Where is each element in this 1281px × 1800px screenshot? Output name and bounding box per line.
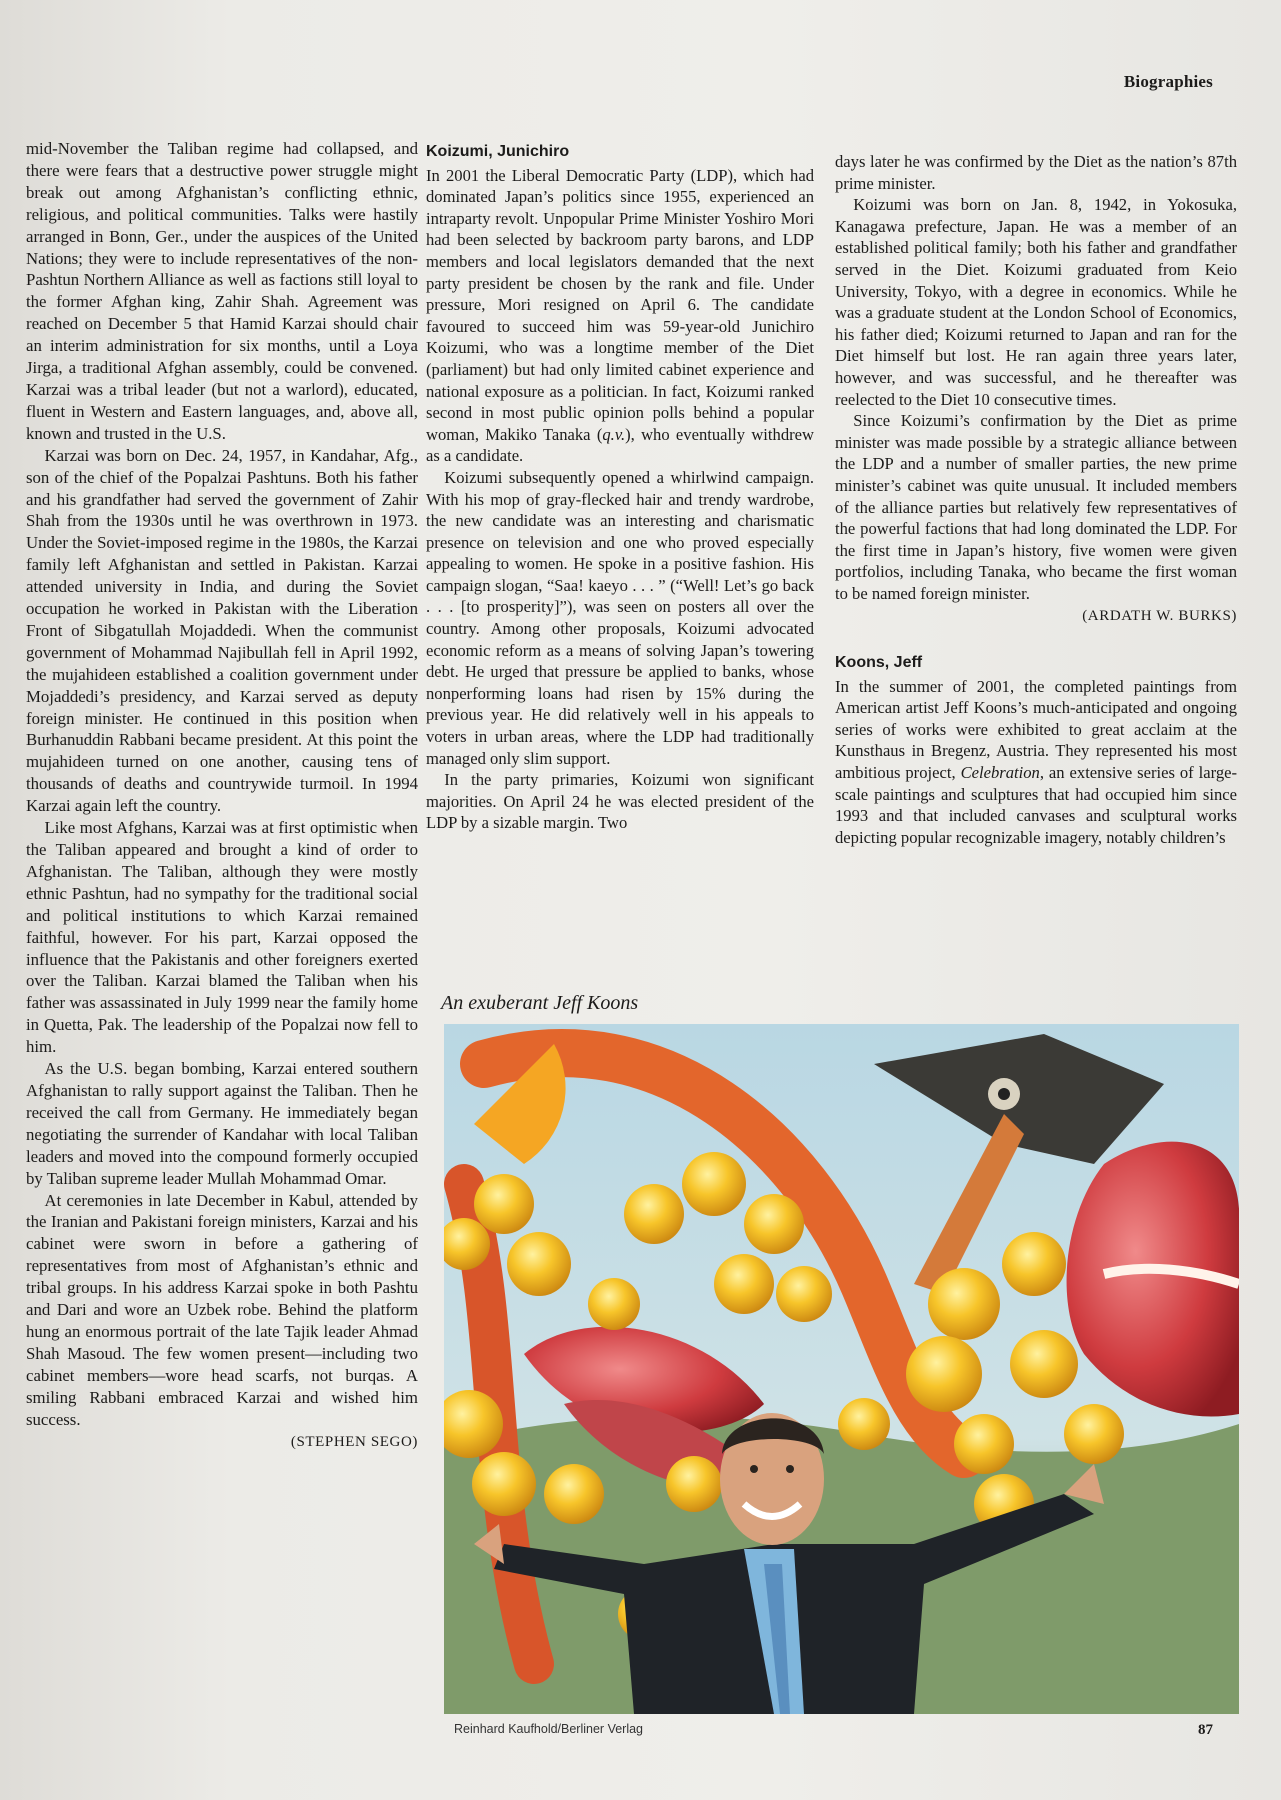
koizumi-paragraph: [426, 165, 814, 467]
celebration-title: Celebration: [960, 763, 1040, 783]
koizumi-byline: (ARDATH W. BURKS): [1082, 608, 1237, 625]
qv-reference: q.v.: [602, 424, 626, 444]
column-koizumi-koons: [835, 151, 1237, 848]
koizumi-paragraph: Koizumi subsequently opened a whirlwind campaign. With his mop of gray-flecked hair and trendy wardrobe, the new candidate was an interesting and charismatic presence on television and one who proved especially appealing to women. He spoke in a positive fashion. His campaign slogan, “Saa! kaeyo . . . ” (“Well! Let’s go back . . . [to prosperity]”), was seen on posters all over the country. Among other proposals, Koizumi advocated economic reform as a means of solving Japan’s towering debt. He urged that pressure be applied to banks, whose nonperforming loans had risen by 15% during the previous year. He did relatively well in his appeals to voters in urban areas, where the LDP had traditionally managed only slim support.: [426, 467, 814, 768]
karzai-paragraph: Karzai was born on Dec. 24, 1957, in Kandahar, Afg., son of the chief of the Popalzai Pashtuns. Both his father and his grandfather had served the government of Zahir Shah from the 1930s until he was overthrown in 1973. Under the Soviet-imposed regime in the 1980s, the Karzai family left Afghanistan and settled in Pakistan. Karzai attended university in India, and during the Soviet occupation he worked in Pakistan with the Liberation Front of Sibgatullah Mojaddedi. When the communist government of Mohammad Najibullah fell in April 1992, the mujahideen established a coalition government under Mojaddedi’s presidency, and Karzai served as deputy foreign minister. He continued in this position when Burhanuddin Rabbani became president. At this point the mujahideen turned on one another, causing tens of thousands of deaths and countrywide turmoil. In 1994 Karzai again left the country.: [26, 445, 418, 816]
koizumi-paragraph-text: In 2001 the Liberal Democratic Party (LDP), which had dominated Japan’s politics since 1955, experienced an intraparty revolt. Unpopular Prime Minister Yoshiro Mori had been selected by backroom party barons, and LDP members and local legislators demanded that the next party president be chosen by the rank and file. Under pressure, Mori resigned on April 6. The candidate favoured to succeed him was 59-year-old Junichiro Koizumi, who was a longtime member of the Diet (parliament) but had only limited cabinet experience and national exposure as a politician. In fact, Koizumi ranked second in most public opinion polls behind a popular woman, Makiko Tanaka (: [426, 165, 814, 444]
karzai-paragraph: Like most Afghans, Karzai was at first optimistic when the Taliban appeared and brought a kind of order to Afghanistan. The Taliban, although they were mostly ethnic Pashtun, had no sympathy for the traditional social and political institutions to which Karzai remained faithful, however. For his part, Karzai opposed the influence that the Pakistanis and other foreigners exerted over the Taliban. Karzai blamed the Taliban when his father was assassinated in July 1999 near the family home in Quetta, Pak. The leadership of the Popalzai now fell to him.: [26, 818, 418, 1057]
column-karzai: [26, 138, 418, 1454]
karzai-paragraph: At ceremonies in late December in Kabul, attended by the Iranian and Pakistani foreign ministers, Karzai and his cabinet were sworn in before a gathering of representatives from most of Afghanistan’s ethnic and tribal groups. In his address Karzai spoke in both Pashtu and Dari and wore an Uzbek robe. Behind the platform hung an enormous portrait of the late Tajik leader Ahmad Shah Masoud. The few women present—including two cabinet members—wore head scarfs, not burqas. A smiling Rabbani embraced Karzai and wished him success.: [26, 1190, 418, 1429]
koons-text: , an extensive series of large-scale paintings and sculptures that had occupied him since 1993 and that included canvases and sculptural works depicting popular recognizable imagery, notably children’s: [835, 763, 1238, 847]
koizumi-paragraph: days later he was confirmed by the Diet as the nation’s 87th prime minister.: [835, 152, 1237, 193]
koons-heading: Koons, Jeff: [835, 654, 923, 672]
koizumi-heading: Koizumi, Junichiro: [426, 143, 570, 160]
karzai-byline: (STEPHEN SEGO): [290, 1434, 418, 1451]
column-koizumi: [426, 141, 814, 834]
koons-text: In the summer of 2001, the completed paintings from American artist Jeff Koons’s much-anticipated and ongoing series of works were exhibited to great acclaim at the Kunsthaus in Bregenz, Austria. They represented his most ambitious project,: [835, 676, 1237, 783]
karzai-paragraph: As the U.S. began bombing, Karzai entered southern Afghanistan to rally support against the Taliban. Then he received the call from Germany. He immediately began negotiating the surrender of Kandahar with local Taliban leaders and moved into the compound formerly occupied by Taliban supreme leader Mullah Mohammad Omar.: [26, 1059, 418, 1188]
koizumi-paragraph: Since Koizumi’s confirmation by the Diet as prime minister was made possible by a strategic alliance between the LDP and a number of smaller parties, the new prime minister’s cabinet was quite unusual. It included members of the alliance parties but relatively few representatives of the powerful factions that had long dominated the LDP. For the first time in Japan’s history, five women were given portfolios, including Tanaka, who became the first woman to be named foreign minister.: [835, 411, 1237, 603]
koizumi-paragraph: Koizumi was born on Jan. 8, 1942, in Yokosuka, Kanagawa prefecture, Japan. He was a member of an established political family; both his father and grandfather served in the Diet. Koizumi graduated from Keio University, Tokyo, with a degree in economics. While he was a graduate student at the London School of Economics, his father died; Koizumi returned to Japan and ran for the Diet himself but lost. He ran again three years later, however, and was successful, and he thereafter was reelected to the Diet 10 consecutive times.: [835, 195, 1237, 409]
koizumi-paragraph-text: ), who eventually withdrew as a candidate.: [426, 424, 814, 466]
karzai-paragraph: mid-November the Taliban regime had collapsed, and there were fears that a destructive power struggle might break out among Afghanistan’s conflicting ethnic, religious, and political communities. Talks were hastily arranged in Bonn, Ger., under the auspices of the United Nations; they were to include representatives of the non-Pashtun Northern Alliance as well as factions still loyal to the former Afghan king, Zahir Shah. Agreement was reached on December 5 that Hamid Karzai should chair an interim administration for six months, until a Loya Jirga, a traditional Afghan assembly, could be convened. Karzai was a tribal leader (but not a warlord), educated, fluent in Western and Eastern languages, and, above all, known and trusted in the U.S.: [26, 139, 418, 443]
koons-photo: [444, 1024, 1239, 1714]
koons-paragraph: [835, 676, 1237, 849]
koizumi-paragraph: In the party primaries, Koizumi won significant majorities. On April 24 he was elected president of the LDP by a sizable margin. Two: [426, 770, 814, 833]
page-number: 87: [1198, 1722, 1213, 1738]
koons-collage-illustration: [444, 1024, 1239, 1714]
photo-caption: An exuberant Jeff Koons: [441, 992, 639, 1014]
photo-credit: Reinhard Kaufhold/Berliner Verlag: [454, 1722, 644, 1736]
running-head: Biographies: [1123, 72, 1213, 91]
